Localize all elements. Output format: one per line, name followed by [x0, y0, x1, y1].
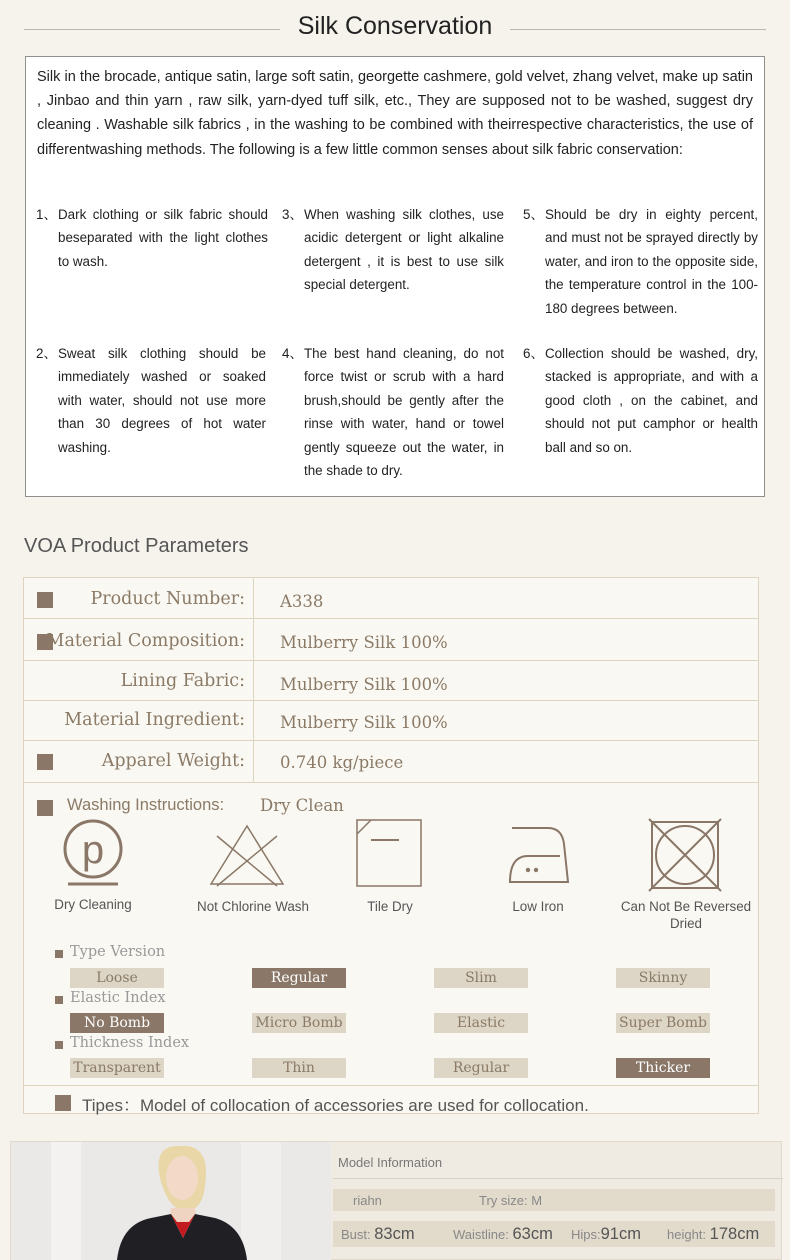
param-value: Mulberry Silk 100%: [280, 713, 448, 732]
bullet-square-icon: [55, 950, 63, 958]
group-label-type-version: Type Version: [70, 944, 166, 960]
tip-number: 3、: [282, 207, 303, 222]
washing-value: Dry Clean: [260, 796, 344, 815]
option-loose: Loose: [70, 968, 164, 988]
option-micro-bomb: Micro Bomb: [252, 1013, 346, 1033]
param-row-material-composition: [24, 619, 758, 661]
option-thicker-selected: Thicker: [616, 1058, 710, 1078]
wash-label: Dry Cleaning: [54, 897, 132, 912]
param-key: [24, 619, 254, 660]
model-info-title: Model Information: [338, 1155, 443, 1170]
model-measurements-row: [333, 1221, 775, 1247]
tip-number: 2、: [36, 346, 57, 361]
params-title: VOA Product Parameters: [24, 535, 249, 557]
model-photo: [11, 1142, 331, 1260]
tip-number: 6、: [523, 346, 544, 361]
option-transparent: Transparent: [70, 1058, 164, 1078]
param-key: [24, 661, 254, 700]
param-row-product-number: [24, 578, 758, 619]
param-label: Material Ingredient:: [64, 710, 245, 730]
no-chlorine-icon: [207, 822, 287, 888]
bullet-square-icon: [37, 592, 53, 608]
model-try-size: Try size: M: [479, 1193, 543, 1208]
tip-text: When washing silk clothes, use acidic detergent or light alkaline detergent , it is best to use silk special detergent.: [304, 207, 504, 293]
bust-label: Bust:: [341, 1227, 371, 1242]
param-value: Mulberry Silk 100%: [280, 675, 448, 694]
param-row-lining-fabric: [24, 661, 758, 701]
option-elastic: Elastic: [434, 1013, 528, 1033]
option-skinny: Skinny: [616, 968, 710, 988]
param-label: Product Number:: [90, 589, 245, 609]
divider: [333, 1178, 783, 1179]
tip-1: [36, 203, 268, 293]
option-super-bomb: Super Bomb: [616, 1013, 710, 1033]
waist-value: 63cm: [512, 1225, 553, 1243]
bust-measure: [341, 1225, 415, 1244]
tip-5: [523, 203, 758, 323]
conservation-box: [25, 56, 765, 497]
bullet-square-icon: [37, 800, 53, 816]
bullet-square-icon: [55, 1095, 71, 1111]
intro-paragraph: Silk in the brocade, antique satin, large soft satin, georgette cashmere, gold velvet, zhang velvet, make up satin , Jinbao and thin yarn , raw silk, yarn-dyed tuff silk, etc., They are supposed not to be washed, suggest dry cleaning . Washable silk fabrics , in the washing to be combined with theirrespective characteristics, the use of differentwashing methods. The following is a few little common senses about silk fabric conservation:: [37, 69, 753, 158]
tip-4: [282, 342, 504, 482]
svg-text:p: p: [81, 828, 105, 872]
tip-3: [282, 203, 504, 303]
washing-label: Washing Instructions:: [67, 796, 225, 814]
model-name: riahn: [353, 1193, 382, 1208]
option-regular: Regular: [434, 1058, 528, 1078]
param-value: 0.740 kg/piece: [280, 753, 404, 772]
section-title: Silk Conservation: [280, 12, 510, 41]
tip-text: The best hand cleaning, do not force twist or scrub with a hard brush,should be gently after the rinse with water, hand or towel gently squeeze out the water, in the shade to dry.: [304, 346, 504, 479]
tip-number: 5、: [523, 207, 544, 222]
tile-dry-icon: [355, 818, 423, 888]
waist-measure: [453, 1225, 553, 1244]
wash-label: Not Chlorine Wash: [197, 899, 309, 914]
tip-2: [36, 342, 268, 462]
bullet-square-icon: [55, 1041, 63, 1049]
tip-text: Collection should be washed, dry, stacked is appropriate, and with a good cloth , on the cabinet, and should not put camphor or health ball and so on.: [545, 346, 758, 455]
tips-row: [24, 1085, 758, 1114]
param-value: A338: [280, 592, 324, 611]
tips-text: Tipes：Model of collocation of accessories are used for collocation.: [82, 1096, 589, 1115]
hips-label: Hips:: [571, 1227, 601, 1242]
tip-text: Sweat silk clothing should be immediately washed or soaked with water, should not use more than 30 degrees of hot water washing.: [58, 346, 266, 455]
param-key: [24, 578, 254, 618]
wash-label: Tile Dry: [367, 899, 413, 914]
model-info-row: [333, 1189, 775, 1211]
bust-value: 83cm: [374, 1225, 415, 1243]
option-thin: Thin: [252, 1058, 346, 1078]
waist-label: Waistline:: [453, 1227, 509, 1242]
param-key: [24, 701, 254, 740]
hips-measure: [571, 1225, 641, 1244]
bullet-square-icon: [55, 996, 63, 1004]
height-label: height:: [667, 1227, 707, 1242]
tip-text: Dark clothing or silk fabric should beseparated with the light clothes to wash.: [58, 207, 268, 269]
param-label: Material Composition:: [46, 631, 245, 651]
param-label: Lining Fabric:: [120, 671, 245, 691]
option-regular-selected: Regular: [252, 968, 346, 988]
group-label-thickness-index: Thickness Index: [70, 1035, 190, 1051]
dry-clean-p-icon: [62, 818, 126, 890]
low-iron-icon: [508, 824, 572, 886]
param-label: Apparel Weight:: [101, 751, 245, 771]
silk-conservation-header: [0, 0, 790, 56]
wash-label: Low Iron: [512, 899, 564, 914]
param-value: Mulberry Silk 100%: [280, 633, 448, 652]
tip-text: Should be dry in eighty percent, and must not be sprayed directly by water, and iron to the opposite side, the temperature control in the 100-180 degrees between.: [545, 207, 758, 316]
param-row-apparel-weight: [24, 741, 758, 783]
option-slim: Slim: [434, 968, 528, 988]
option-no-bomb-selected: No Bomb: [70, 1013, 164, 1033]
model-info-panel: [10, 1141, 782, 1260]
hips-value: 91cm: [600, 1225, 641, 1243]
tip-6: [523, 342, 758, 462]
tip-number: 1、: [36, 207, 57, 222]
param-key: [24, 741, 254, 782]
param-row-material-ingredient: [24, 701, 758, 741]
wash-label: Can Not Be Reversed Dried: [620, 899, 752, 931]
height-value: 178cm: [709, 1225, 760, 1243]
bullet-square-icon: [37, 754, 53, 770]
height-measure: [667, 1225, 759, 1244]
params-table: [23, 577, 759, 1114]
group-label-elastic-index: Elastic Index: [70, 990, 166, 1006]
tip-number: 4、: [282, 346, 303, 361]
no-tumble-dry-icon: [648, 818, 724, 892]
